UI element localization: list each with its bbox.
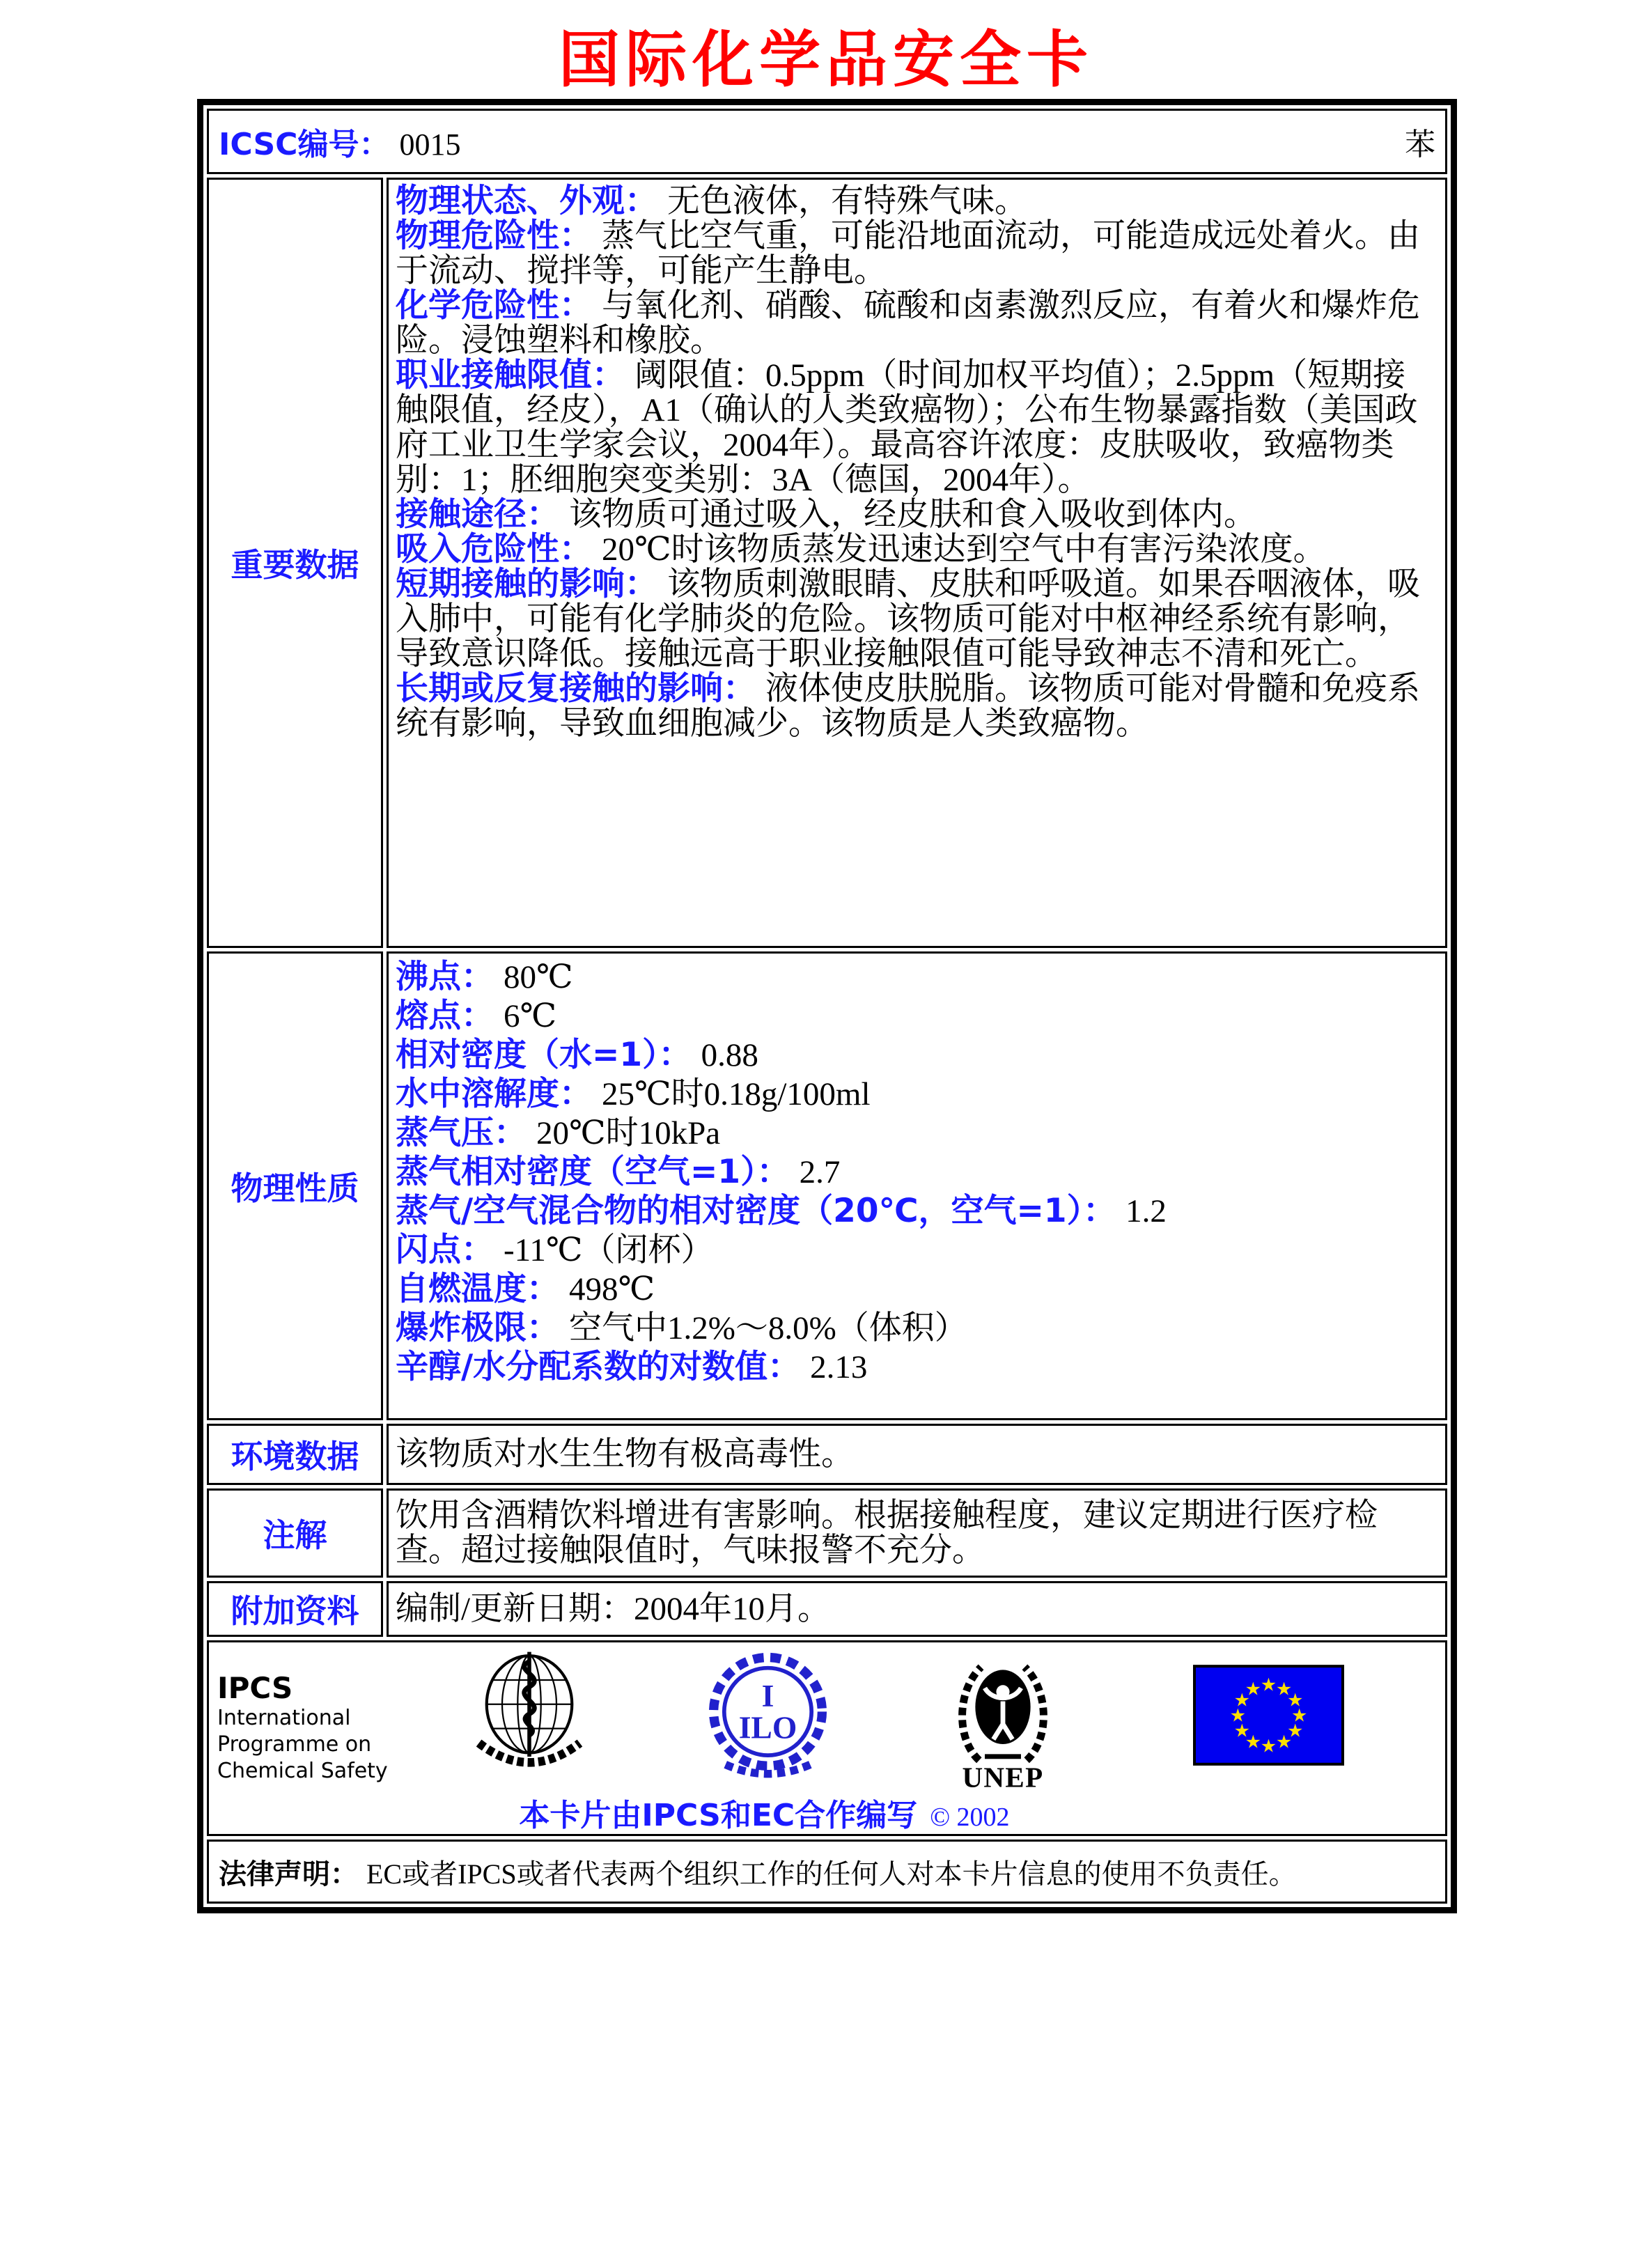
svg-text:★: ★ [1275, 1679, 1293, 1700]
additional-info-row [207, 1581, 1447, 1637]
physical-item: 相对密度（水=1）： 0.88 [396, 1036, 758, 1074]
svg-text:★: ★ [1286, 1720, 1304, 1742]
important-data-label: 重要数据 [207, 178, 383, 948]
ilo-letters: ILO [738, 1709, 797, 1745]
ipcs-line: Chemical Safety [217, 1759, 388, 1783]
additional-info-content: 编制/更新日期：2004年10月。 [387, 1581, 1447, 1637]
environmental-data-row [207, 1424, 1447, 1485]
who-emblem-icon [463, 1648, 595, 1784]
physical-properties-label: 物理性质 [207, 951, 383, 1420]
additional-info-label: 附加资料 [207, 1581, 383, 1637]
important-item: 化学危险性： 与氧化剂、硝酸、硫酸和卤素激烈反应，有着火和爆炸危险。浸蚀塑料和橡胶。 [396, 286, 1420, 359]
icsc-number-label: ICSC编号： [219, 127, 390, 162]
important-item: 短期接触的影响： 该物质刺激眼睛、皮肤和呼吸道。如果吞咽液体，吸入肺中，可能有化学肺炎的危险。该物质可能对中枢神经系统有影响，导致意识降低。接触远高于职业接触限值可能导致神志不清和死亡。 [396, 565, 1420, 672]
important-item: 物理危险性： 蒸气比空气重，可能沿地面流动，可能造成远处着火。由于流动、搅拌等，可能产生静电。 [396, 217, 1420, 289]
cooperation-caption [209, 1790, 1445, 1835]
important-item: 吸入危险性： 20℃时该物质蒸发迅速达到空气中有害污染浓度。 [396, 530, 1326, 568]
notes-row [207, 1488, 1447, 1578]
important-item: 长期或反复接触的影响： 液体使皮肤脱脂。该物质可能对骨髓和免疫系统有影响，导致血细胞减少。该物质是人类致癌物。 [396, 669, 1420, 742]
important-data-row [207, 178, 1447, 948]
svg-text:★: ★ [1233, 1690, 1251, 1711]
physical-item: 爆炸极限： 空气中1.2%～8.0%（体积） [396, 1309, 967, 1347]
unep-emblem-icon [944, 1648, 1062, 1791]
svg-text:★: ★ [1260, 1674, 1277, 1696]
icsc-number-value: 0015 [399, 127, 461, 162]
important-item: 物理状态、外观： 无色液体，有特殊气味。 [396, 182, 1027, 220]
svg-text:★: ★ [1245, 1732, 1262, 1753]
svg-text:★: ★ [1260, 1736, 1277, 1757]
unep-wordmark: UNEP [962, 1761, 1044, 1791]
physical-item: 蒸气/空气混合物的相对密度（20℃，空气=1）： 1.2 [396, 1192, 1167, 1230]
environmental-data-label: 环境数据 [207, 1424, 383, 1485]
ilo-letter-i: I [761, 1677, 774, 1713]
svg-text:★: ★ [1229, 1705, 1247, 1727]
svg-text:★: ★ [1286, 1690, 1304, 1711]
svg-text:★: ★ [1275, 1732, 1293, 1753]
ipcs-text-block [217, 1672, 388, 1785]
page-title: 国际化学品安全卡 [558, 24, 1093, 95]
svg-text:★: ★ [1245, 1679, 1262, 1700]
header-row [207, 109, 1447, 174]
physical-item: 辛醇/水分配系数的对数值： 2.13 [396, 1348, 868, 1386]
ipcs-line: Programme on [217, 1732, 372, 1757]
cooperation-caption-text: 本卡片由IPCS和EC合作编写 [519, 1798, 918, 1833]
legal-row [207, 1840, 1447, 1904]
icsc-number-group [219, 119, 460, 164]
physical-item: 自燃温度： 498℃ [396, 1270, 655, 1308]
important-item: 接触途径： 该物质可通过吸入，经皮肤和食入吸收到体内。 [396, 495, 1256, 534]
physical-item: 沸点： 80℃ [396, 958, 573, 996]
physical-item: 蒸气压： 20℃时10kPa [396, 1114, 721, 1152]
ilo-emblem-icon [700, 1651, 836, 1783]
notes-label: 注解 [207, 1488, 383, 1578]
ipcs-acronym: IPCS [217, 1671, 293, 1705]
legal-cell [207, 1840, 1447, 1904]
physical-properties-row [207, 951, 1447, 1420]
logos-cell [207, 1640, 1447, 1836]
eu-flag-icon [1193, 1665, 1344, 1766]
notes-content: 饮用含酒精饮料增进有害影响。根据接触程度，建议定期进行医疗检查。超过接触限值时，气味报警不充分。 [387, 1488, 1447, 1578]
legal-notice-text: EC或者IPCS或者代表两个组织工作的任何人对本卡片信息的使用不负责任。 [366, 1858, 1297, 1890]
substance-name: 苯 [1405, 127, 1435, 162]
legal-notice-label: 法律声明： [219, 1858, 358, 1890]
important-data-content [387, 178, 1447, 948]
ipcs-line: International [217, 1706, 351, 1730]
icsc-card-table [197, 99, 1457, 1913]
physical-properties-content [387, 951, 1447, 1420]
physical-item: 水中溶解度： 25℃时0.18g/100ml [396, 1075, 871, 1113]
logos-row [207, 1640, 1447, 1836]
environmental-data-content: 该物质对水生生物有极高毒性。 [387, 1424, 1447, 1485]
physical-item: 闪点： -11℃（闭杯） [396, 1231, 714, 1269]
physical-item: 熔点： 6℃ [396, 997, 557, 1035]
physical-item: 蒸气相对密度（空气=1）： 2.7 [396, 1153, 841, 1191]
svg-text:★: ★ [1233, 1720, 1251, 1742]
copyright-text: © 2002 [930, 1803, 1010, 1832]
svg-text:★: ★ [1291, 1705, 1308, 1727]
card-header-cell [207, 109, 1447, 174]
important-item: 职业接触限值： 阈限值：0.5ppm（时间加权平均值）；2.5ppm（短期接触限值，经皮），A1（确认的人类致癌物）；公布生物暴露指数（美国政府工业卫生学家会议，2004年）。最高容许浓度：皮肤吸收，致癌物类别：1；胚细胞突变类别：3A（德国，2004年）。 [396, 356, 1418, 498]
